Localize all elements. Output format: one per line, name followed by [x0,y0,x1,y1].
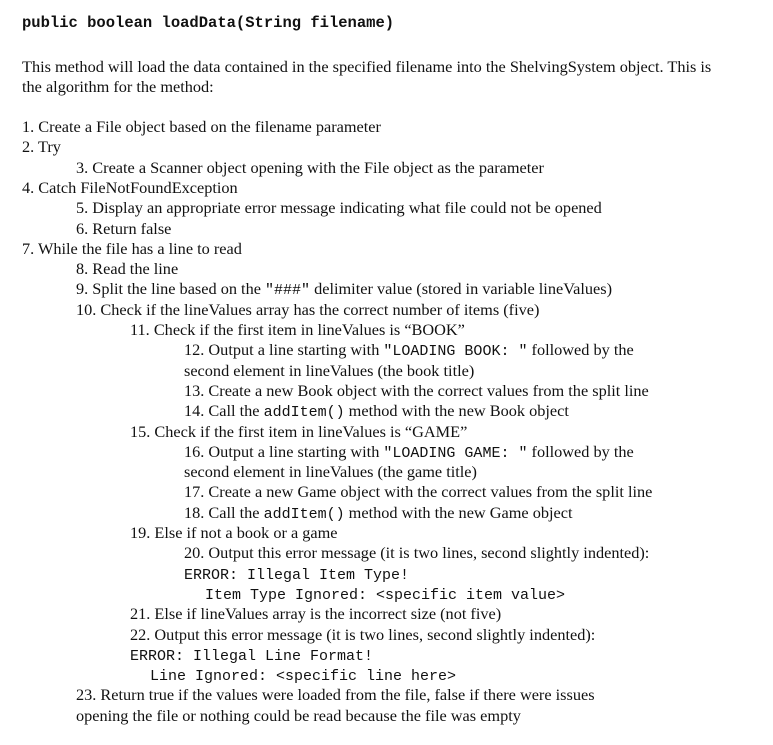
algorithm-line [184,462,477,482]
algorithm-line [184,482,652,502]
line-text: 5. Display an appropriate error message indicating what file could not be opened [76,198,602,218]
code-snippet: ERROR: Illegal Line Format! [130,647,374,665]
algorithm-line [184,442,634,464]
line-text: 17. Create a new Game object with the correct values from the split line [184,482,653,502]
line-text: 18. Call the [184,502,264,522]
line-text: 19. Else if not a book or a game [130,523,338,542]
algorithm-line [76,279,612,301]
code-snippet: Item Type Ignored: <specific item value> [205,586,566,604]
algorithm-line [22,239,242,259]
algorithm-line [76,259,178,279]
algorithm-line [130,320,465,340]
algorithm-line [184,503,572,525]
method-signature: public boolean loadData(String filename) [22,14,395,32]
line-text: 1. Create a File object based on the filename parameter [22,117,381,136]
code-snippet: "LOADING BOOK: " [383,343,528,361]
code-snippet: Line Ignored: <specific line here> [150,668,457,686]
algorithm-line [130,645,373,667]
line-text: 11. Check if the first item in lineValues is “BOOK” [130,320,465,339]
algorithm-line [76,219,171,239]
line-text: 15. Check if the first item in lineValues is “GAME” [130,421,468,441]
algorithm-line [76,706,521,726]
line-text: followed by the [527,340,634,360]
line-text: method with the new Game object [344,502,573,522]
algorithm-line [184,361,474,381]
line-text: second element in lineValues (the game title) [184,462,477,482]
algorithm-line [22,137,61,157]
algorithm-line [76,198,602,218]
line-text: 6. Return false [76,218,172,238]
line-text: method with the new Book object [344,401,569,421]
line-text: 14. Call the [184,401,264,421]
algorithm-line [150,665,456,687]
code-snippet: "###" [265,282,311,300]
algorithm-line [205,584,565,606]
algorithm-line [130,523,338,543]
algorithm-line [130,604,501,624]
algorithm-line [184,543,649,563]
line-text: 12. Output a line starting with [184,340,384,360]
algorithm-line [130,422,467,442]
line-text: 7. While the file has a line to read [22,238,242,258]
algorithm-line [130,625,595,645]
algorithm-line [76,158,544,178]
algorithm-line [184,381,649,401]
algorithm-line [76,685,595,705]
line-text: 10. Check if the lineValues array has the correct number of items (five) [76,299,540,319]
algorithm-line [22,178,238,198]
algorithm-line [184,401,569,423]
line-text: opening the file or nothing could be read because the file was empty [76,705,521,725]
line-text: 20. Output this error message (it is two lines, second slightly indented): [184,543,650,563]
intro-paragraph: This method will load the data contained in the specified filename into the ShelvingSystem object. This is the algorithm for the method: [22,57,712,97]
line-text: second element in lineValues (the book title) [184,360,475,380]
line-text: 13. Create a new Book object with the correct values from the split line [184,380,649,400]
line-text: 8. Read the line [76,259,179,279]
line-text: 21. Else if lineValues array is the incorrect size (not five) [130,604,502,624]
line-text: delimiter value (stored in variable lineValues) [310,279,613,299]
algorithm-line [184,564,409,586]
line-text: 23. Return true if the values were loaded from the file, false if there were issues [76,685,595,705]
code-snippet: "LOADING GAME: " [383,444,528,462]
algorithm-line [22,117,381,137]
line-text: 22. Output this error message (it is two lines, second slightly indented): [130,624,596,644]
line-text: 16. Output a line starting with [184,441,384,461]
algorithm-line [184,340,634,362]
algorithm-line [76,300,539,320]
code-snippet: addItem() [263,505,345,523]
line-text: followed by the [527,441,634,461]
line-text: 3. Create a Scanner object opening with the File object as the parameter [76,157,544,177]
code-snippet: ERROR: Illegal Item Type! [184,566,410,584]
code-snippet: addItem() [263,404,345,422]
line-text: 4. Catch FileNotFoundException [22,177,238,197]
line-text: 9. Split the line based on the [76,279,266,299]
line-text: 2. Try [22,137,61,157]
